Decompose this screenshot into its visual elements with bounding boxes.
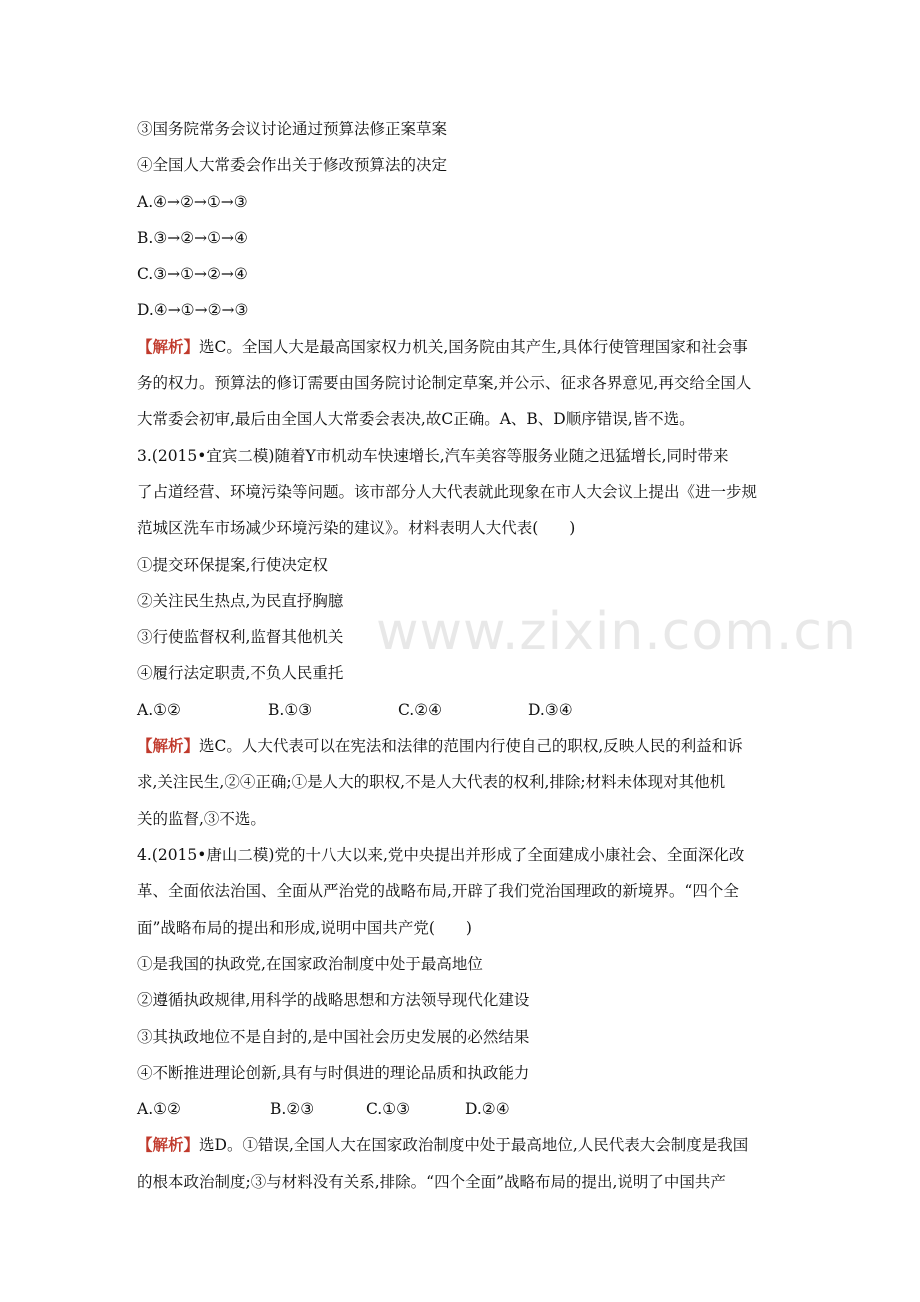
q3-stem-line-1: 3.(2015•宜宾二模)随着Y市机动车快速增长,汽车美容等服务业随之迅猛增长,同时带来 bbox=[137, 447, 729, 465]
q3-statement-1: ①提交环保提案,行使决定权 bbox=[137, 556, 328, 574]
q4-choice-d: D.②④ bbox=[465, 1100, 510, 1118]
q3-statement-3: ③行使监督权利,监督其他机关 bbox=[137, 628, 344, 646]
q4-choice-b: B.②③ bbox=[270, 1100, 315, 1118]
q4-statement-4: ④不断推进理论创新,具有与时俱进的理论品质和执政能力 bbox=[137, 1064, 530, 1082]
analysis-tag: 【解析】 bbox=[137, 1135, 200, 1154]
q3-statement-2: ②关注民生热点,为民直抒胸臆 bbox=[137, 592, 344, 610]
q3-analysis-line-1 bbox=[137, 736, 797, 756]
q4-analysis-line-1 bbox=[137, 1135, 797, 1155]
q4-stem-line-2: 革、全面依法治国、全面从严治党的战略布局,开辟了我们党治国理政的新境界。“四个全 bbox=[137, 882, 739, 900]
analysis-tag: 【解析】 bbox=[137, 337, 200, 356]
q4-statement-3: ③其执政地位不是自封的,是中国社会历史发展的必然结果 bbox=[137, 1028, 530, 1046]
q2-choice-d: D.④→①→②→③ bbox=[137, 301, 249, 319]
q4-statement-1: ①是我国的执政党,在国家政治制度中处于最高地位 bbox=[137, 955, 483, 973]
q2-choice-a: A.④→②→①→③ bbox=[137, 193, 248, 211]
q3-stem-line-2: 了占道经营、环境污染等问题。该市部分人大代表就此现象在市人大会议上提出《进一步规 bbox=[137, 483, 758, 501]
q4-statement-2: ②遵循执政规律,用科学的战略思想和方法领导现代化建设 bbox=[137, 991, 530, 1009]
q2-analysis-line-2: 务的权力。预算法的修订需要由国务院讨论制定草案,并公示、征求各界意见,再交给全国人 bbox=[137, 374, 752, 392]
q2-option-statement-4: ④全国人大常委会作出关于修改预算法的决定 bbox=[137, 156, 448, 174]
q2-option-statement-3: ③国务院常务会议讨论通过预算法修正案草案 bbox=[137, 120, 448, 138]
q4-stem-line-3: 面”战略布局的提出和形成,说明中国共产党( ) bbox=[137, 919, 472, 937]
q4-choice-c: C.①③ bbox=[366, 1100, 411, 1118]
q2-analysis-line-3: 大常委会初审,最后由全国人大常委会表决,故C正确。A、B、D顺序错误,皆不选。 bbox=[137, 410, 695, 428]
q3-choice-b: B.①③ bbox=[268, 701, 313, 719]
q3-analysis-line-3: 关的监督,③不选。 bbox=[137, 810, 266, 828]
q4-analysis-line-2: 的根本政治制度;③与材料没有关系,排除。“四个全面”战略布局的提出,说明了中国共产 bbox=[137, 1173, 726, 1191]
q3-choice-c: C.②④ bbox=[398, 701, 443, 719]
q3-choice-a: A.①② bbox=[137, 701, 181, 719]
q3-stem-line-3: 范城区洗车市场减少环境污染的建议》。材料表明人大代表( ) bbox=[137, 519, 576, 537]
q2-analysis-line-1 bbox=[137, 337, 797, 357]
analysis-text: 选C。人大代表可以在宪法和法律的范围内行使自己的职权,反映人民的利益和诉 bbox=[199, 737, 743, 755]
q3-analysis-line-2: 求,关注民生,②④正确;①是人大的职权,不是人大代表的权利,排除;材料未体现对其他机 bbox=[137, 773, 726, 791]
q2-choice-c: C.③→①→②→④ bbox=[137, 265, 248, 283]
q2-choice-b: B.③→②→①→④ bbox=[137, 229, 248, 247]
watermark-text: www.zixin.com.cn bbox=[376, 602, 857, 662]
q3-choice-d: D.③④ bbox=[528, 701, 573, 719]
q3-statement-4: ④履行法定职责,不负人民重托 bbox=[137, 664, 344, 682]
q4-choice-a: A.①② bbox=[137, 1100, 181, 1118]
q4-stem-line-1: 4.(2015•唐山二模)党的十八大以来,党中央提出并形成了全面建成小康社会、全面深化改 bbox=[137, 846, 745, 864]
analysis-text: 选C。全国人大是最高国家权力机关,国务院由其产生,具体行使管理国家和社会事 bbox=[199, 338, 748, 356]
analysis-text: 选D。①错误,全国人大在国家政治制度中处于最高地位,人民代表大会制度是我国 bbox=[199, 1136, 749, 1154]
analysis-tag: 【解析】 bbox=[137, 736, 200, 755]
